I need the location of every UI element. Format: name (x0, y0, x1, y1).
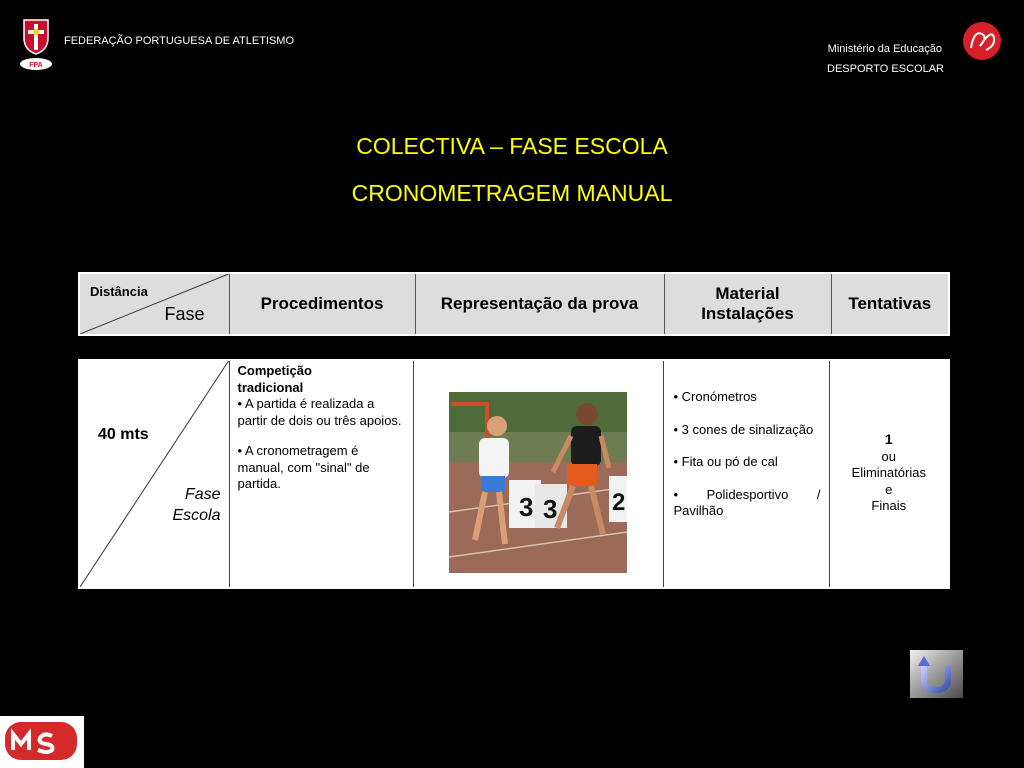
header-cell-distancia-fase (79, 273, 229, 335)
material-item-1: • Cronómetros (673, 389, 757, 404)
fase-value (172, 485, 220, 527)
svg-text:3: 3 (519, 492, 534, 523)
cell-procedimentos (229, 360, 413, 588)
cell-tentativas (829, 360, 949, 588)
desporto-escolar-logo (962, 20, 1002, 62)
proc-item-1: • A partida é realizada a partir de dois ou três apoios. (237, 396, 402, 428)
proc-title-line2: tradicional (237, 379, 304, 395)
fase-line2: Escola (172, 507, 221, 525)
race-start-photo (449, 392, 627, 573)
header-material-line2: Instalações (701, 304, 794, 323)
material-item-2: • 3 cones de sinalização (673, 421, 814, 437)
tentativas-eliminatorias: Eliminatórias (851, 465, 926, 481)
content-table (78, 359, 950, 589)
fase-line1: Fase (184, 486, 221, 504)
header-distancia: Distância (90, 284, 148, 299)
cell-distance-fase (79, 360, 229, 588)
header-tentativas: Tentativas (831, 273, 949, 335)
header-representacao: Representação da prova (415, 273, 664, 335)
distance-value: 40 mts (98, 426, 149, 443)
back-button[interactable] (910, 650, 963, 698)
header-material (664, 273, 831, 335)
header-procedimentos: Procedimentos (229, 273, 415, 335)
diagonal-divider (80, 361, 229, 587)
ministry-label: Ministério da Educação (827, 43, 942, 55)
page-subtitle: CRONOMETRAGEM MANUAL (351, 180, 673, 206)
tentativas-finais: Finais (871, 498, 907, 514)
proc-item-2: • A cronometragem é manual, com "sinal" de partida. (237, 443, 370, 491)
cell-material (663, 360, 829, 588)
header-fase: Fase (164, 304, 205, 325)
tentativas-ou: ou (881, 448, 896, 464)
material-item-4: • Polidesportivo / Pavilhão (673, 486, 821, 518)
page-title: COLECTIVA – FASE ESCOLA (356, 133, 668, 159)
org-name: FEDERAÇÃO PORTUGUESA DE ATLETISMO (64, 35, 295, 47)
tentativas-number: 1 (884, 431, 893, 447)
material-item-3: • Fita ou pó de cal (673, 454, 778, 469)
fpa-logo (18, 18, 54, 72)
svg-text:FPA: FPA (29, 62, 43, 69)
ms-logo (0, 716, 84, 768)
proc-title-line1: Competição (237, 363, 312, 378)
cell-representacao (413, 360, 663, 588)
header-material-line1: Material (715, 283, 780, 303)
header-table (78, 272, 950, 336)
tentativas-e: e (885, 481, 893, 497)
svg-text:3: 3 (543, 494, 558, 525)
svg-text:2: 2 (612, 489, 626, 517)
desporto-escolar-label: DESPORTO ESCOLAR (827, 63, 944, 75)
diagonal-divider (80, 274, 229, 334)
